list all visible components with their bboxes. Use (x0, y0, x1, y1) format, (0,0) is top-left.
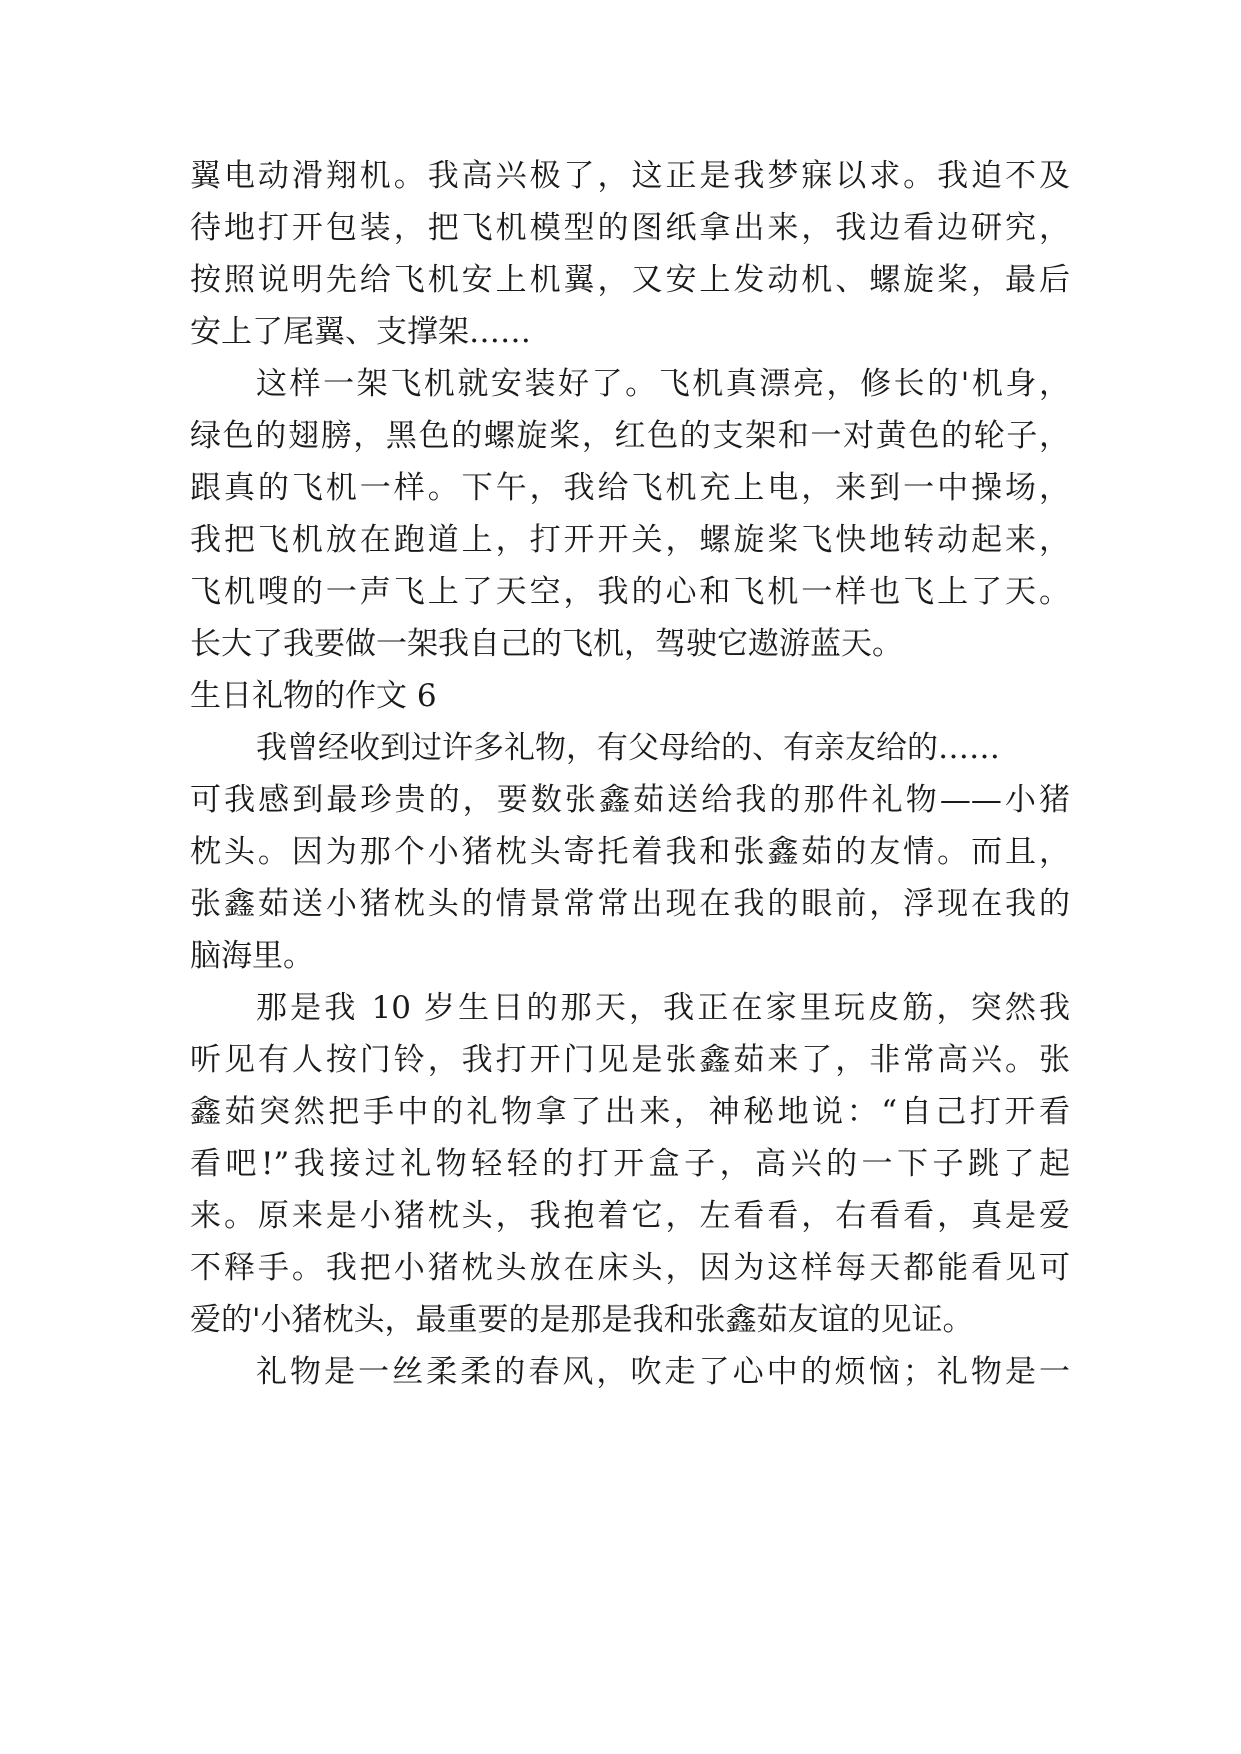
text-line: 长大了我要做一架我自己的飞机，驾驶它遨游蓝天。 (190, 626, 903, 662)
text-line: 不释手。我把小猪枕头放在床头，因为这样每天都能看见可 (190, 1250, 1070, 1286)
text-line: 爱的'小猪枕头，最重要的是那是我和张鑫茹友谊的见证。 (190, 1302, 974, 1338)
text-line: 来。原来是小猪枕头，我抱着它，左看看，右看看，真是爱 (190, 1198, 1070, 1234)
paragraph-first-line: 我曾经收到过许多礼物，有父母给的、有亲友给的…… (256, 730, 1000, 766)
paragraph-first-line: 那是我 10 岁生日的那天，我正在家里玩皮筋，突然我 (256, 990, 1070, 1026)
text-line: 安上了尾翼、支撑架…… (190, 314, 531, 350)
text-line: 鑫茹突然把手中的礼物拿了出来，神秘地说：“自己打开看 (190, 1094, 1070, 1130)
text-line: 张鑫茹送小猪枕头的情景常常出现在我的眼前，浮现在我的 (190, 886, 1070, 922)
text-line: 脑海里。 (190, 938, 314, 974)
text-line: 枕头。因为那个小猪枕头寄托着我和张鑫茹的友情。而且， (190, 834, 1070, 870)
paragraph-first-line: 这样一架飞机就安装好了。飞机真漂亮，修长的'机身， (256, 366, 1070, 402)
text-line: 待地打开包装，把飞机模型的图纸拿出来，我边看边研究， (190, 210, 1070, 246)
text-line: 飞机嗖的一声飞上了天空，我的心和飞机一样也飞上了天。 (190, 574, 1070, 610)
text-line: 看吧!”我接过礼物轻轻的打开盒子，高兴的一下子跳了起 (190, 1146, 1070, 1182)
text-line: 翼电动滑翔机。我高兴极了，这正是我梦寐以求。我迫不及 (190, 158, 1070, 194)
text-line: 绿色的翅膀，黑色的螺旋桨，红色的支架和一对黄色的轮子， (190, 418, 1070, 454)
text-line: 可我感到最珍贵的，要数张鑫茹送给我的那件礼物——小猪 (190, 782, 1070, 818)
section-heading: 生日礼物的作文 6 (190, 678, 437, 714)
paragraph-first-line: 礼物是一丝柔柔的春风，吹走了心中的烦恼；礼物是一 (256, 1354, 1070, 1390)
text-line: 按照说明先给飞机安上机翼，又安上发动机、螺旋桨，最后 (190, 262, 1070, 298)
text-line: 跟真的飞机一样。下午，我给飞机充上电，来到一中操场， (190, 470, 1070, 506)
text-line: 听见有人按门铃，我打开门见是张鑫茹来了，非常高兴。张 (190, 1042, 1070, 1078)
text-line: 我把飞机放在跑道上，打开开关，螺旋桨飞快地转动起来， (190, 522, 1070, 558)
